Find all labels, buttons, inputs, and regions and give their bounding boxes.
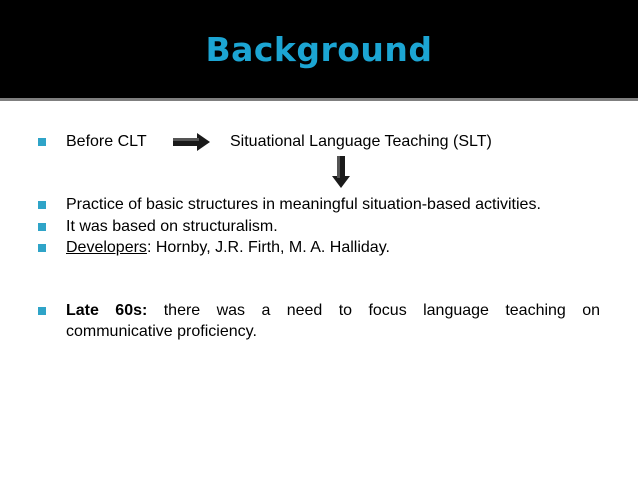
- before-clt-text: Before CLT: [66, 133, 147, 150]
- slide-title: Background: [205, 30, 433, 69]
- right-arrow-icon: [172, 132, 212, 152]
- late-60s-line: [66, 302, 600, 320]
- late-60s-text: there was a need to focus language teaching on: [163, 302, 601, 319]
- late-60s-label: Late 60s:: [66, 302, 148, 319]
- title-bar-rule: [0, 98, 638, 101]
- bullet-marker: [38, 307, 46, 315]
- late-60s-continuation: communicative proficiency.: [66, 323, 257, 340]
- developers-label: Developers: [66, 239, 147, 256]
- bullet-marker: [38, 223, 46, 231]
- developers-line: [66, 239, 390, 257]
- developers-names: : Hornby, J.R. Firth, M. A. Halliday.: [146, 239, 390, 256]
- bullet-marker: [38, 201, 46, 209]
- down-arrow-icon: [331, 155, 351, 189]
- slt-text: Situational Language Teaching (SLT): [230, 133, 492, 150]
- practice-text: Practice of basic structures in meaningful situation-based activities.: [66, 196, 541, 213]
- bullet-marker: [38, 138, 46, 146]
- structuralism-text: It was based on structuralism.: [66, 218, 278, 235]
- bullet-marker: [38, 244, 46, 252]
